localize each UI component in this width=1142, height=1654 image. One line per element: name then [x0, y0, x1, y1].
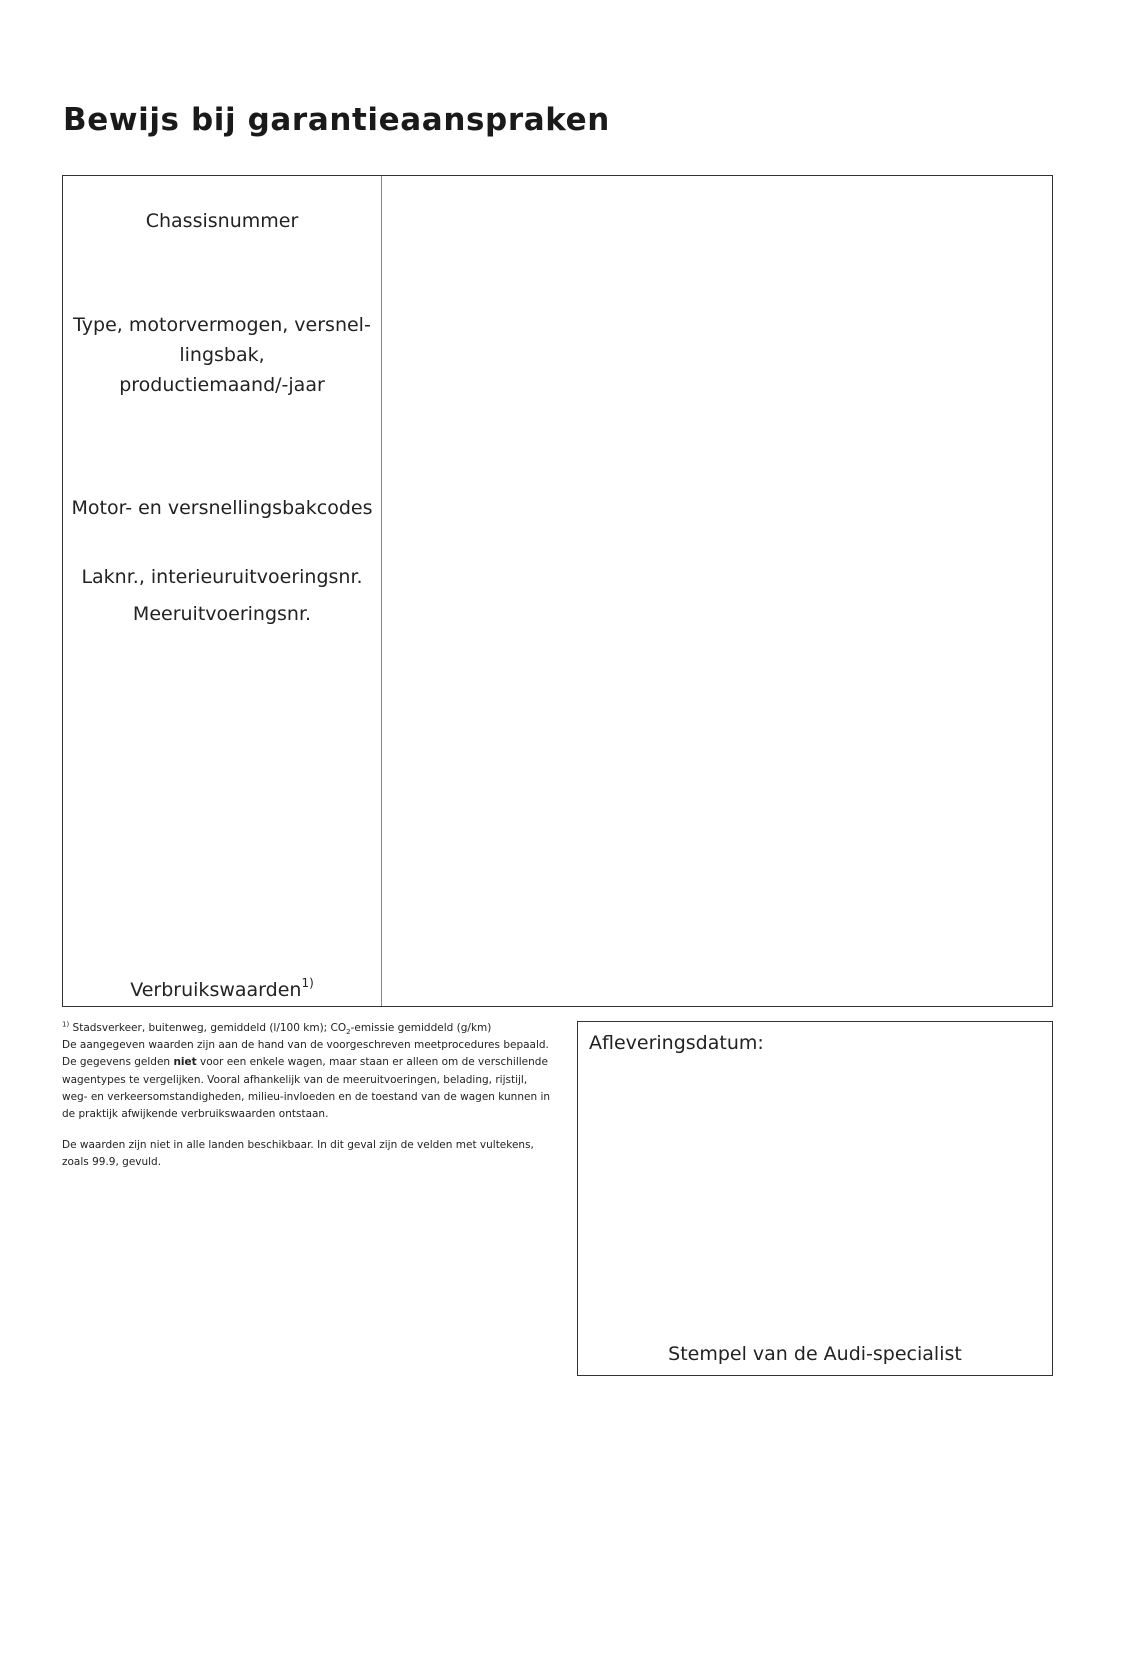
footnote-line1-b: -emissie gemiddeld (g/km) [350, 1022, 492, 1034]
footnote [62, 1020, 552, 1172]
field-label-verbruikswaarden [63, 975, 381, 1005]
field-label-type-line-2: lingsbak, [179, 344, 265, 366]
field-label-type-line-3: productiemaand/-jaar [119, 374, 325, 396]
dealer-stamp-label: Stempel van de Audi-specialist [668, 1343, 962, 1365]
footnote-para1-bold: niet [173, 1056, 197, 1069]
delivery-date-label: Afleveringsdatum: [589, 1032, 764, 1054]
footnote-ref: 1) [301, 975, 314, 990]
column-divider [381, 176, 382, 1006]
field-label-meeruitvoering: Meeruitvoeringsnr. [132, 603, 312, 625]
footnote-paragraph-2: De waarden zijn niet in alle landen beschikbaar. In dit geval zijn de velden met vultekens, zoals 99.9, gevuld. [62, 1139, 534, 1169]
footnote-para1-b: voor een enkele wagen, maar staan er alleen om de verschillende wagentypes te vergelijken. Vooral afhankelijk van de meeruitvoeringen, belading, rijstijl, weg- en verkeersomstandigheden, milieu-invloeden en de toestand van de wagen kunnen in de praktijk afwijkende verbruikswaarden ontstaan. [62, 1056, 551, 1121]
field-label-type [63, 310, 381, 400]
vehicle-data-table [62, 175, 1053, 1007]
footnote-marker: 1) [62, 1020, 70, 1029]
dealer-stamp-box [577, 1021, 1053, 1376]
footnote-line1-sub: 2 [346, 1028, 351, 1037]
field-label-chassisnummer: Chassisnummer [145, 210, 299, 232]
page-title: Bewijs bij garantieaanspraken [63, 102, 610, 138]
footnote-paragraph-1 [62, 1020, 552, 1123]
field-label-type-line-1: Type, motorvermogen, versnel- [73, 314, 371, 336]
footnote-para1-a: De aangegeven waarden zijn aan de hand van de voorgeschreven meetprocedures bepaald. De gegevens gelden [62, 1039, 549, 1069]
field-label-lak: Laknr., interieuruitvoeringsnr. [81, 566, 363, 588]
footnote-line1-a: Stadsverkeer, buitenweg, gemiddeld (l/100 km); CO [72, 1022, 347, 1034]
field-label-verbruikswaarden-text: Verbruikswaarden [130, 979, 302, 1001]
field-label-codes: Motor- en versnellingsbakcodes [71, 497, 373, 519]
